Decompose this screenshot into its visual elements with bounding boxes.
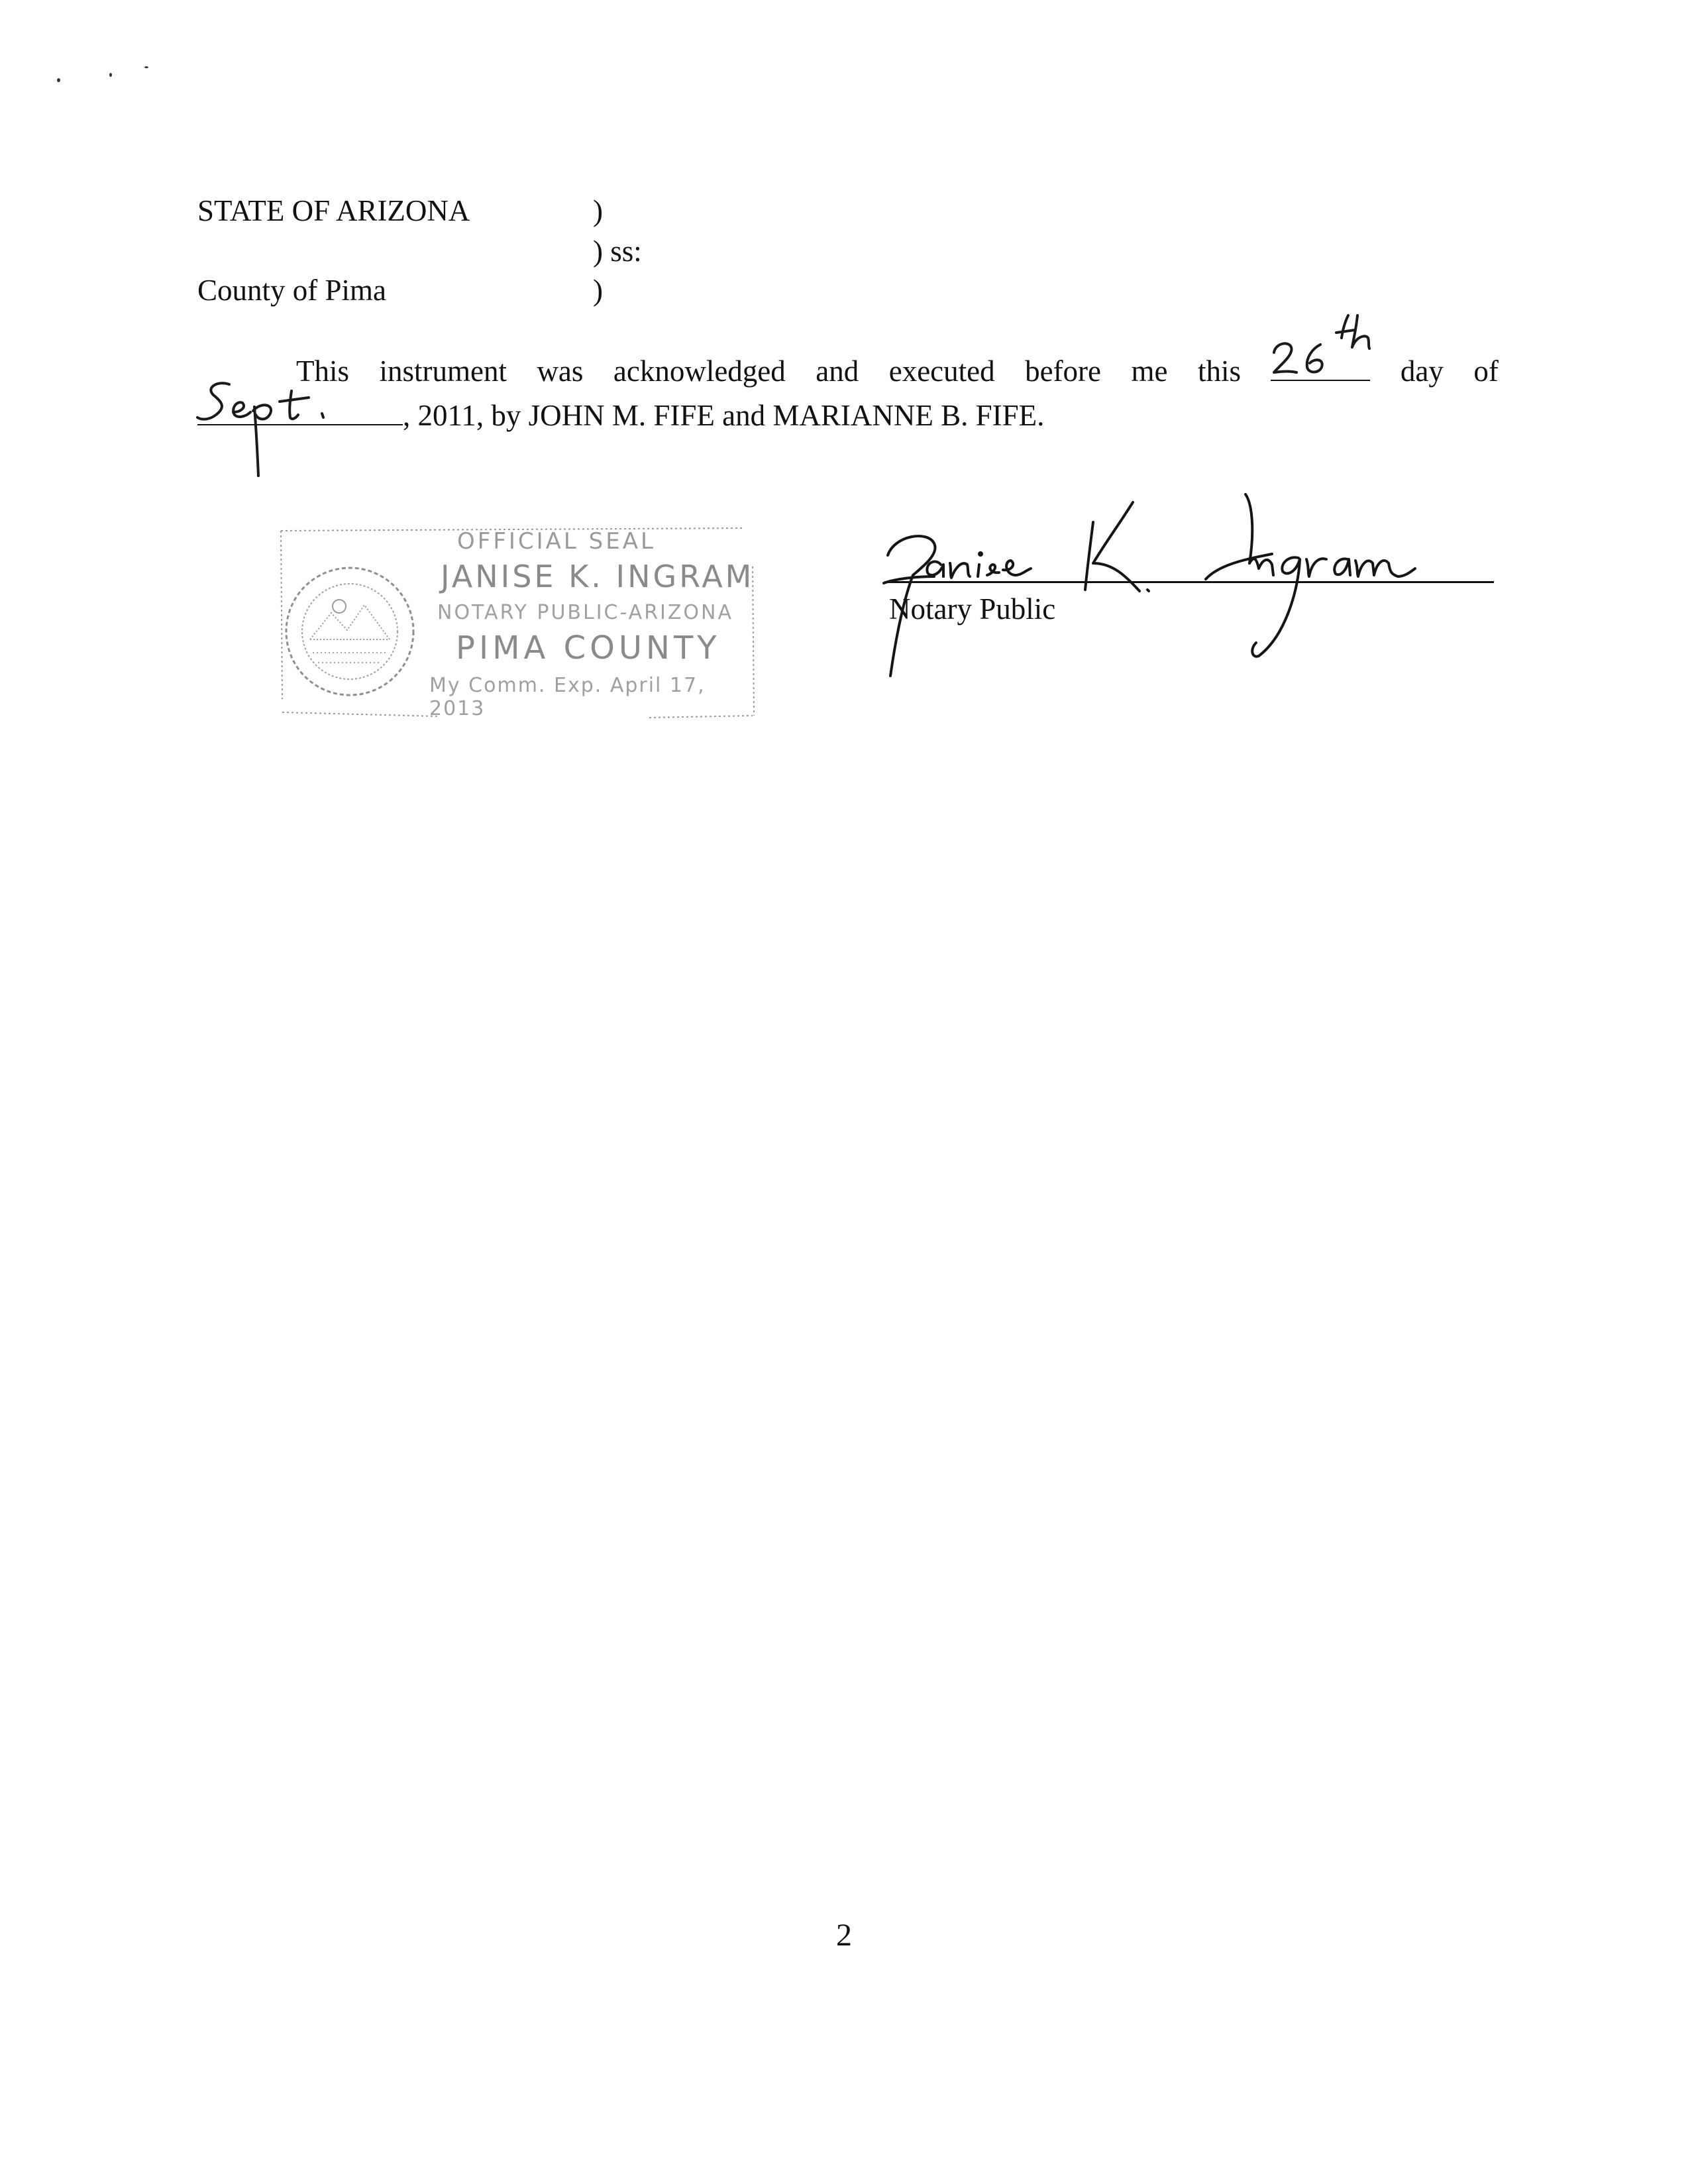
ack-word: before — [1025, 355, 1102, 388]
ack-word: me — [1131, 355, 1168, 388]
venue-state: STATE OF ARIZONA — [197, 194, 470, 227]
seal-line-4: PIMA COUNTY — [456, 629, 721, 667]
notary-public-label: Notary Public — [889, 592, 1056, 626]
arizona-seal-emblem — [286, 568, 413, 695]
seal-line-5: My Comm. Exp. April 17, 2013 — [429, 674, 706, 720]
ack-word: and — [816, 355, 859, 388]
venue-county: County of Pima — [197, 274, 387, 307]
venue-paren-close: ) — [593, 274, 603, 307]
venue-paren-open: ) — [593, 194, 603, 227]
venue-paren-ss: ) ss: — [593, 235, 642, 268]
page-number: 2 — [836, 1918, 852, 1953]
seal-line-2: JANISE K. INGRAM — [441, 559, 755, 594]
ack-word: this — [1197, 355, 1241, 388]
ack-word: day — [1400, 355, 1444, 388]
handwritten-day — [1269, 311, 1401, 384]
ack-word: This — [296, 355, 350, 388]
seal-line-3: NOTARY PUBLIC-ARIZONA — [437, 601, 734, 624]
handwritten-month — [192, 371, 338, 477]
seal-line-1: OFFICIAL SEAL — [457, 528, 656, 555]
acknowledgment-rest: , 2011, by JOHN M. FIFE and MARIANNE B. FIFE. — [403, 399, 1045, 432]
notary-seal-stamp — [278, 527, 759, 722]
ack-word: instrument — [379, 355, 507, 388]
ack-word: executed — [888, 355, 995, 388]
ack-word: of — [1473, 355, 1499, 388]
scan-speck — [144, 66, 148, 68]
scan-speck — [57, 78, 60, 82]
ack-word: acknowledged — [613, 355, 786, 388]
notary-signature — [874, 490, 1418, 689]
ack-word: was — [537, 355, 584, 388]
scan-speck — [109, 73, 112, 77]
